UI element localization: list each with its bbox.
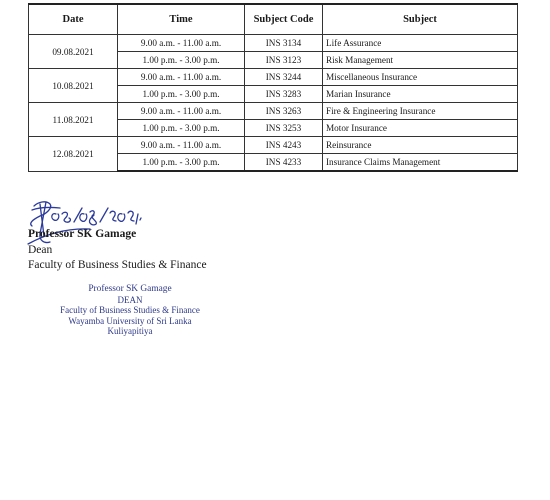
exam-timetable <box>28 3 518 172</box>
time-cell: 1.00 p.m. - 3.00 p.m. <box>118 120 245 137</box>
subject-code-cell: INS 3134 <box>245 35 323 52</box>
stamp-university: Wayamba University of Sri Lanka <box>68 315 192 326</box>
time-cell: 1.00 p.m. - 3.00 p.m. <box>118 86 245 103</box>
time-cell: 1.00 p.m. - 3.00 p.m. <box>118 52 245 69</box>
time-cell: 9.00 a.m. - 11.00 a.m. <box>118 69 245 86</box>
time-cell: 9.00 a.m. - 11.00 a.m. <box>118 103 245 120</box>
handwritten-signature <box>20 192 170 252</box>
date-cell: 10.08.2021 <box>29 69 118 103</box>
subject-cell: Fire & Engineering Insurance <box>323 103 518 120</box>
table-header-row <box>29 4 518 35</box>
date-cell: 09.08.2021 <box>29 35 118 69</box>
subject-cell: Life Assurance <box>323 35 518 52</box>
subject-code-cell: INS 4233 <box>245 154 323 172</box>
header-time: Time <box>118 4 245 35</box>
header-subject-code: Subject Code <box>245 4 323 35</box>
time-cell: 1.00 p.m. - 3.00 p.m. <box>118 154 245 172</box>
subject-code-cell: INS 3123 <box>245 52 323 69</box>
subject-code-cell: INS 3283 <box>245 86 323 103</box>
stamp-faculty: Faculty of Business Studies & Finance <box>60 305 200 316</box>
subject-code-cell: INS 3253 <box>245 120 323 137</box>
time-cell: 9.00 a.m. - 11.00 a.m. <box>118 137 245 154</box>
signatory-title: Dean <box>28 244 53 256</box>
official-stamp <box>40 284 220 337</box>
table-row <box>29 137 518 154</box>
subject-code-cell: INS 3244 <box>245 69 323 86</box>
date-cell: 12.08.2021 <box>29 137 118 172</box>
stamp-location: Kuliyapitiya <box>107 326 153 337</box>
subject-cell: Risk Management <box>323 52 518 69</box>
subject-cell: Reinsurance <box>323 137 518 154</box>
subject-cell: Miscellaneous Insurance <box>323 69 518 86</box>
subject-cell: Motor Insurance <box>323 120 518 137</box>
signatory-name: Professor SK Gamage <box>28 228 137 240</box>
date-cell: 11.08.2021 <box>29 103 118 137</box>
header-subject: Subject <box>323 4 518 35</box>
subject-cell: Marian Insurance <box>323 86 518 103</box>
stamp-title: DEAN <box>117 294 143 305</box>
signatory-faculty: Faculty of Business Studies & Finance <box>28 259 207 271</box>
subject-cell: Insurance Claims Management <box>323 154 518 172</box>
table-row <box>29 103 518 120</box>
subject-code-cell: INS 3263 <box>245 103 323 120</box>
header-date: Date <box>29 4 118 35</box>
subject-code-cell: INS 4243 <box>245 137 323 154</box>
table-row <box>29 35 518 52</box>
table-row <box>29 69 518 86</box>
time-cell: 9.00 a.m. - 11.00 a.m. <box>118 35 245 52</box>
stamp-name: Professor SK Gamage <box>88 284 172 294</box>
